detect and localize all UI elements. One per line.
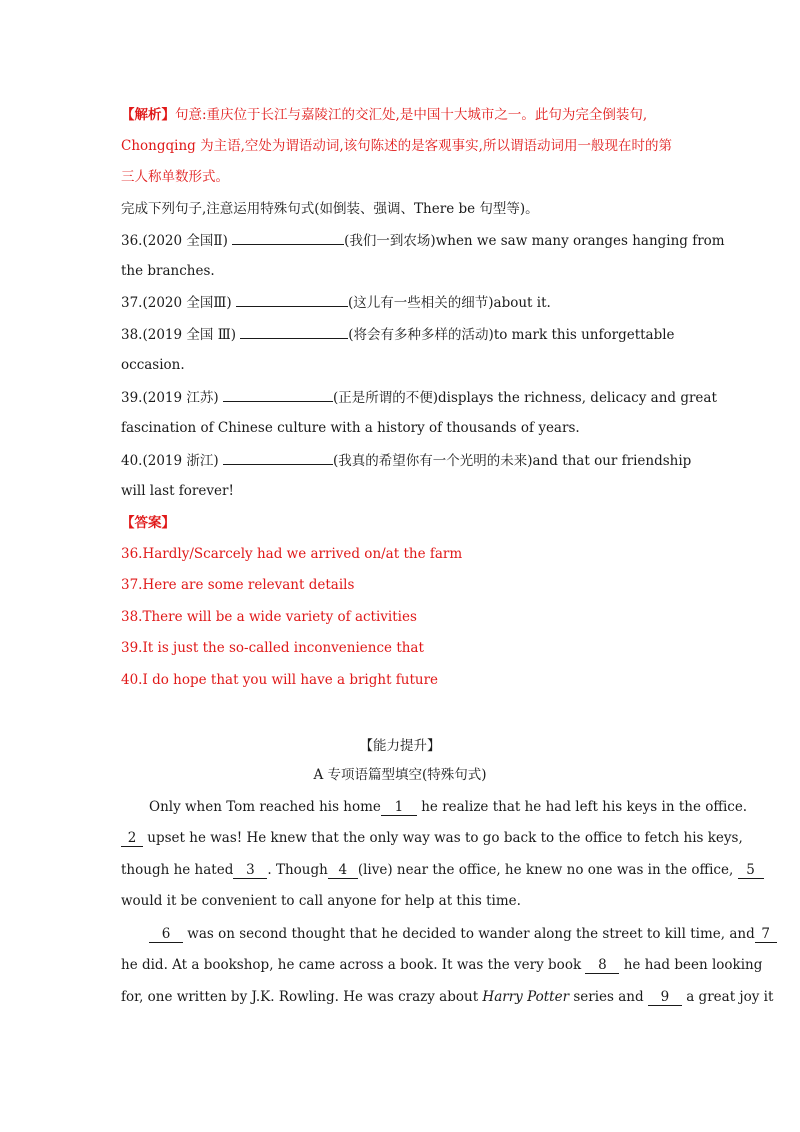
answer-39: 39.It is just the so-called inconvenience that <box>121 640 424 656</box>
section-subtitle: A 专项语篇型填空(特殊句式) <box>313 767 487 783</box>
passage-blank-8: 8 <box>585 957 619 974</box>
passage-text: (live) near the office, he knew no one was in the office, <box>357 862 734 878</box>
passage-blank-7: 7 <box>755 926 777 943</box>
question-39-cont: fascination of Chinese culture with a history of thousands of years. <box>121 420 580 436</box>
analysis-line-1 <box>121 106 681 124</box>
passage-text: though he hated <box>121 862 234 878</box>
question-39 <box>121 388 717 407</box>
passage-text: he did. At a bookshop, he came across a book. It was the very book <box>121 957 582 973</box>
question-hint: (我真的希望你有一个光明的未来) <box>332 453 533 469</box>
question-source: (2020 全国Ⅲ) <box>142 295 232 311</box>
passage-blank-4: 4 <box>328 862 358 879</box>
answer-blank <box>232 231 344 245</box>
instruction: 完成下列句子,注意运用特殊句式(如倒装、强调、There be 句型等)。 <box>121 201 539 217</box>
passage-line-4: would it be convenient to call anyone for help at this time. <box>121 893 521 909</box>
answer-38: 38.There will be a wide variety of activities <box>121 609 417 625</box>
passage-text: a great joy it <box>686 989 774 1005</box>
passage-line-5 <box>149 925 771 943</box>
answer-blank <box>223 451 333 465</box>
passage-text: series and <box>573 989 644 1005</box>
answer-37: 37.Here are some relevant details <box>121 577 355 593</box>
passage-italic-title: Harry Potter <box>482 989 570 1005</box>
passage-line-6 <box>121 956 763 974</box>
question-number: 37. <box>121 295 143 311</box>
passage-text: Only when Tom reached his home <box>149 799 381 815</box>
passage-blank-1: 1 <box>381 799 417 816</box>
passage-line-3 <box>121 861 755 879</box>
question-source: (2019 浙江) <box>142 453 219 469</box>
question-36 <box>121 231 725 250</box>
answer-blank <box>223 388 333 402</box>
passage-text: for, one written by J.K. Rowling. He was crazy about <box>121 989 479 1005</box>
question-text: about it. <box>493 295 551 311</box>
question-number: 39. <box>121 390 143 406</box>
question-text: displays the richness, delicacy and great <box>438 390 717 406</box>
question-38 <box>121 325 681 344</box>
question-number: 38. <box>121 327 143 343</box>
question-40 <box>121 451 692 470</box>
passage-blank-5: 5 <box>738 862 764 879</box>
passage-text: he realize that he had left his keys in the office. <box>421 799 748 815</box>
question-hint: (这儿有一些相关的细节) <box>347 295 494 311</box>
section-title: 【能力提升】 <box>359 738 441 754</box>
question-text: and that our friendship <box>532 453 692 469</box>
passage-blank-9: 9 <box>648 989 682 1006</box>
analysis-line-2: Chongqing 为主语,空处为谓语动词,该句陈述的是客观事实,所以谓语动词用一般现在时的第 <box>121 138 672 154</box>
passage-line-7 <box>121 988 774 1006</box>
question-number: 36. <box>121 233 143 249</box>
passage-blank-3: 3 <box>233 862 267 879</box>
answer-tag: 【答案】 <box>121 515 175 531</box>
analysis-line-3: 三人称单数形式。 <box>121 169 229 185</box>
answer-blank <box>236 293 348 307</box>
answer-blank <box>240 325 348 339</box>
passage-blank-6: 6 <box>149 926 183 943</box>
question-36-cont: the branches. <box>121 263 215 279</box>
passage-text: he had been looking <box>623 957 763 973</box>
passage-text: . Though <box>267 862 328 878</box>
passage-blank-2: 2 <box>121 830 143 847</box>
question-text: when we saw many oranges hanging from <box>435 233 725 249</box>
question-38-cont: occasion. <box>121 357 185 373</box>
passage-text: was on second thought that he decided to wander along the street to kill time, and <box>187 926 755 942</box>
question-source: (2019 江苏) <box>142 390 219 406</box>
question-37 <box>121 293 681 312</box>
answer-40: 40.I do hope that you will have a bright future <box>121 672 439 688</box>
question-number: 40. <box>121 453 143 469</box>
analysis-text-1: 句意:重庆位于长江与嘉陵江的交汇处,是中国十大城市之一。此句为完全倒装句, <box>175 107 648 123</box>
question-40-cont: will last forever! <box>121 483 234 499</box>
question-hint: (我们一到农场) <box>344 233 436 249</box>
question-source: (2019 全国 Ⅲ) <box>142 327 236 343</box>
passage-line-1 <box>149 798 748 816</box>
question-hint: (正是所谓的不便) <box>332 390 439 406</box>
question-source: (2020 全国Ⅱ) <box>142 233 228 249</box>
passage-text: upset he was! He knew that the only way was to go back to the office to fetch his keys, <box>147 830 743 846</box>
question-hint: (将会有多种多样的活动) <box>348 327 494 343</box>
analysis-tag: 【解析】 <box>121 107 175 123</box>
passage-line-2 <box>121 829 743 847</box>
answer-36: 36.Hardly/Scarcely had we arrived on/at the farm <box>121 546 463 562</box>
question-text: to mark this unforgettable <box>493 327 675 343</box>
